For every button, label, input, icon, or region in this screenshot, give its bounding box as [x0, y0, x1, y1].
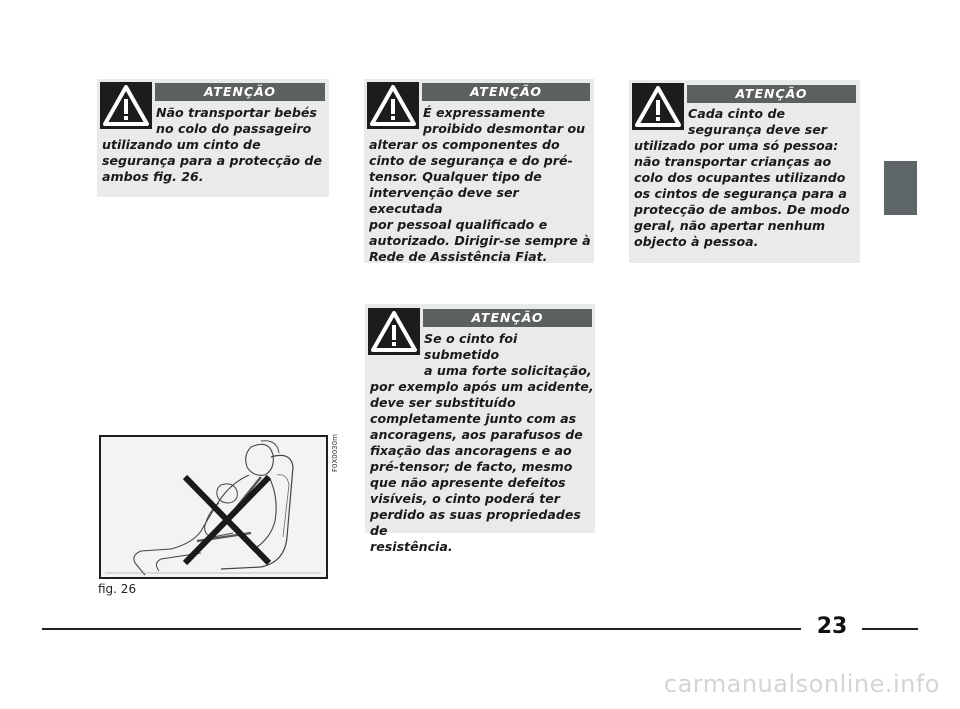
footer-rule-right: [862, 628, 918, 630]
text-line: visíveis, o cinto poderá ter: [370, 491, 561, 506]
warning-box-1: [97, 79, 329, 197]
text-line: intervenção deve ser executada: [369, 185, 519, 216]
warning-box-3: [629, 80, 860, 263]
text-line: Cada cinto de: [688, 106, 785, 121]
text-line: Se o cinto foi submetido: [424, 331, 518, 362]
text-line: no colo do passageiro: [156, 121, 312, 136]
text-line: Rede de Assistência Fiat.: [369, 249, 548, 264]
text-line: utilizado por uma só pessoa:: [634, 138, 839, 153]
text-line: resistência.: [370, 539, 453, 554]
warning-header: ATENÇÃO: [422, 83, 590, 101]
section-side-tab: [884, 161, 917, 215]
text-line: perdido as suas propriedades de: [370, 507, 581, 538]
figure-illustration: [99, 435, 328, 579]
text-line: É expressamente: [423, 105, 546, 120]
warning-header: ATENÇÃO: [155, 83, 325, 101]
warning-text: [369, 105, 593, 265]
text-line: objecto à pessoa.: [634, 234, 759, 249]
warning-box-2: [364, 79, 594, 263]
warning-header: ATENÇÃO: [423, 309, 592, 327]
text-line: tensor. Qualquer tipo de: [369, 169, 542, 184]
text-line: cinto de segurança e do pré-: [369, 153, 573, 168]
page-number: 23: [816, 614, 848, 639]
text-line: utilizando um cinto de: [102, 137, 261, 152]
seatbelt-prohibited-illustration: [101, 437, 326, 577]
text-line: pré-tensor; de facto, mesmo: [370, 459, 573, 474]
warning-box-4: [365, 304, 595, 554]
text-line: os cintos de segurança para a: [634, 186, 847, 201]
text-line: por exemplo após um acidente,: [370, 379, 594, 394]
text-line: proibido desmontar ou: [423, 121, 586, 136]
footer-rule-left: [42, 628, 801, 630]
text-line: Não transportar bebés: [156, 105, 317, 120]
figure-code: F0X0030m: [331, 434, 339, 472]
watermark: carmanualsonline.info: [663, 670, 940, 698]
text-line: geral, não apertar nenhum: [634, 218, 826, 233]
text-line: por pessoal qualificado e: [369, 217, 548, 232]
text-line: segurança deve ser: [688, 122, 827, 137]
figure-caption: fig. 26: [98, 582, 137, 596]
text-line: protecção de ambos. De modo: [634, 202, 850, 217]
text-line: autorizado. Dirigir-se sempre à: [369, 233, 591, 248]
text-line: que não apresente defeitos: [370, 475, 566, 490]
text-line: completamente junto com as: [370, 411, 577, 426]
text-line: a uma forte solicitação,: [424, 363, 592, 378]
warning-text: [634, 106, 859, 250]
text-line: colo dos ocupantes utilizando: [634, 170, 846, 185]
text-line: fixação das ancoragens e ao: [370, 443, 572, 458]
text-line: ancoragens, aos parafusos de: [370, 427, 583, 442]
warning-text: [102, 105, 328, 185]
text-line: alterar os componentes do: [369, 137, 560, 152]
text-line: ambos fig. 26.: [102, 169, 204, 184]
text-line: deve ser substituído: [370, 395, 516, 410]
warning-text: [370, 331, 594, 555]
text-line: não transportar crianças ao: [634, 154, 832, 169]
text-line: segurança para a protecção de: [102, 153, 322, 168]
warning-header: ATENÇÃO: [687, 85, 856, 103]
